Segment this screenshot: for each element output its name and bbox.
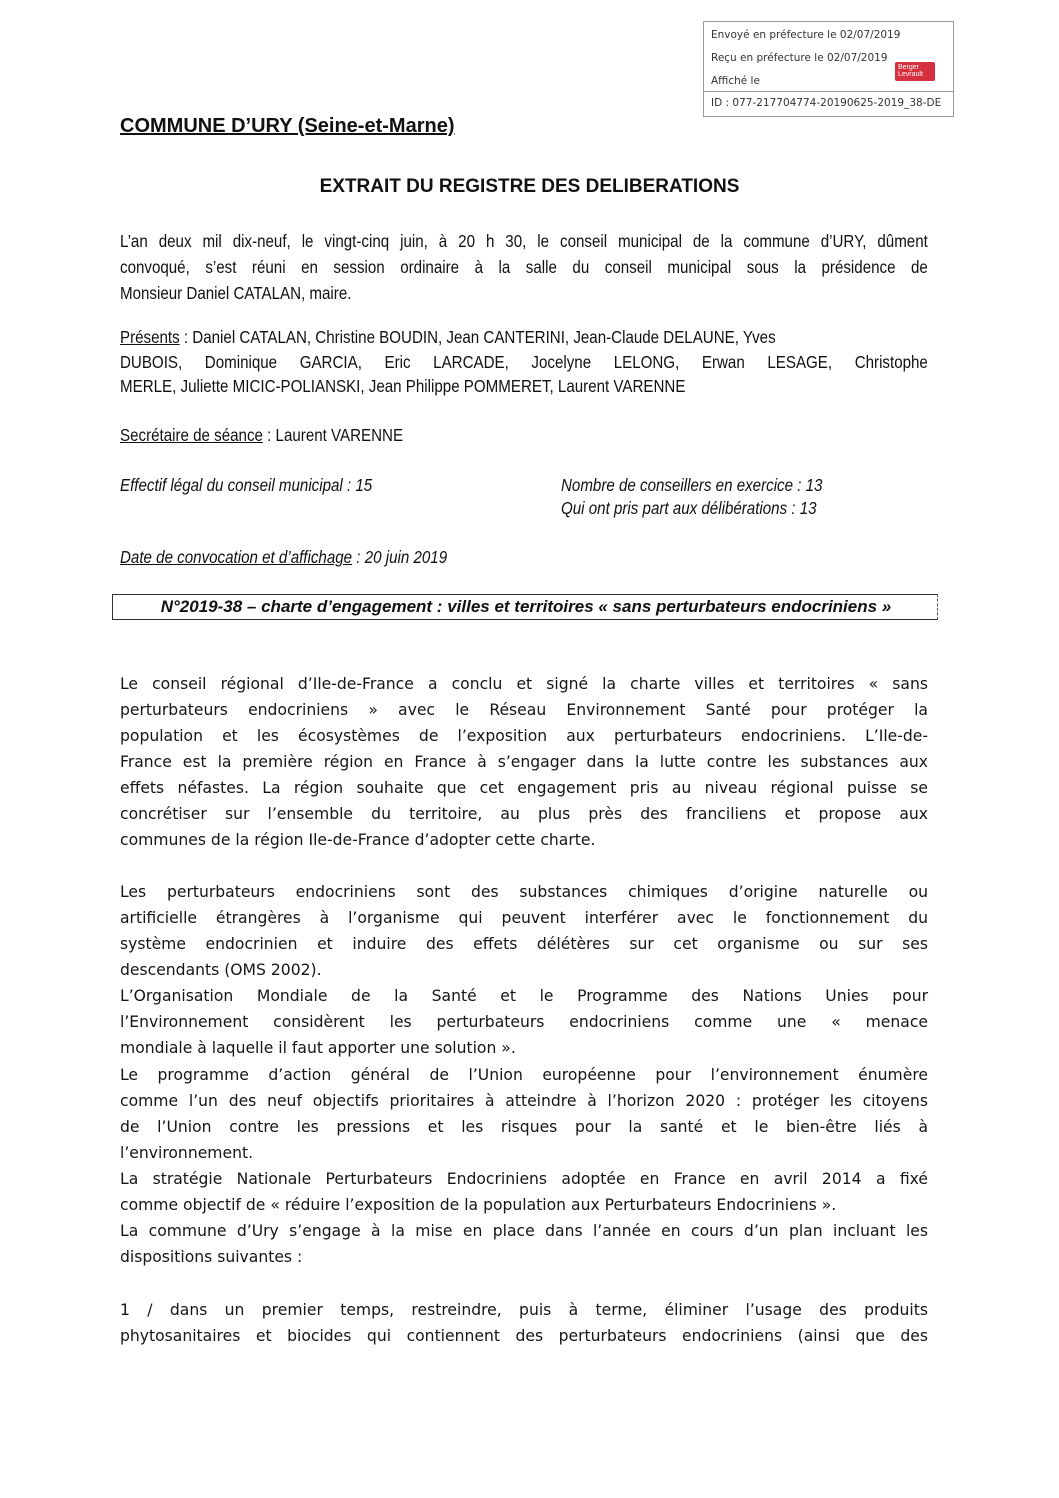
body-line: concrétiser sur l’ensemble du territoire, au plus près des franciliens et propose aux — [120, 805, 928, 823]
presents-label: Présents — [120, 327, 180, 347]
body-line: France est la première région en France à s’engager dans la lutte contre les substances aux — [120, 753, 928, 771]
presents-line-2: DUBOIS, Dominique GARCIA, Eric LARCADE, Jocelyne LELONG, Erwan LESAGE, Christophe — [120, 352, 928, 372]
stamp-received-date: Reçu en préfecture le 02/07/2019 — [711, 52, 888, 64]
body-line: La stratégie Nationale Perturbateurs Endocriniens adoptée en France en avril 2014 a fixé — [120, 1170, 928, 1188]
logo-text-top: Berger — [898, 64, 920, 71]
secretary-line — [120, 425, 403, 446]
body-line: l’environnement. — [120, 1144, 254, 1162]
body-line: communes de la région Ile-de-France d’adopter cette charte. — [120, 831, 596, 849]
body-line: perturbateurs endocriniens » avec le Réseau Environnement Santé pour protéger la — [120, 701, 928, 719]
body-line: effets néfastes. La région souhaite que cet engagement pris au niveau régional puisse se — [120, 779, 928, 797]
prefecture-stamp — [703, 21, 954, 117]
stamp-posted: Affiché le — [711, 75, 760, 87]
intro-line-3: Monsieur Daniel CATALAN, maire. — [120, 283, 352, 303]
body-line: Le programme d’action général de l’Union européenne pour l’environnement énumère — [120, 1066, 928, 1084]
presents-names-1: : Daniel CATALAN, Christine BOUDIN, Jean CANTERINI, Jean-Claude DELAUNE, Yves — [179, 327, 776, 347]
secretary-value: : Laurent VARENNE — [262, 425, 404, 445]
body-line: population et les écosystèmes de l’exposition aux perturbateurs endocriniens. L’Ile-de- — [120, 727, 928, 745]
convocation-line — [120, 547, 447, 568]
intro-line-1: L’an deux mil dix-neuf, le vingt-cinq juin, à 20 h 30, le conseil municipal de la commune d’URY, dûment — [120, 231, 928, 251]
secretary-label: Secrétaire de séance — [120, 425, 263, 445]
body-line: de l’Union contre les pressions et les risques pour la santé et le bien-être liés à — [120, 1118, 928, 1136]
deliberation-title-box — [112, 594, 938, 620]
legal-size: Effectif légal du conseil municipal : 15 — [120, 475, 373, 495]
presents-line-3: MERLE, Juliette MICIC-POLIANSKI, Jean Philippe POMMERET, Laurent VARENNE — [120, 376, 686, 396]
stamp-sent-date: Envoyé en préfecture le 02/07/2019 — [711, 29, 901, 41]
body-line: mondiale à laquelle il faut apporter une solution ». — [120, 1039, 516, 1057]
body-line: descendants (OMS 2002). — [120, 961, 322, 979]
body-line: système endocrinien et induire des effets délétères sur cet organisme ou sur ses — [120, 935, 928, 953]
body-line: phytosanitaires et biocides qui contiennent des perturbateurs endocriniens (ainsi que des — [120, 1327, 928, 1345]
body-line: comme objectif de « réduire l’exposition de la population aux Perturbateurs Endocriniens ». — [120, 1196, 837, 1214]
body-line: Le conseil régional d’Ile-de-France a conclu et signé la charte villes et territoires « sans — [120, 675, 928, 693]
intro-line-2: convoqué, s’est réuni en session ordinaire à la salle du conseil municipal sous la présidence de — [120, 257, 928, 277]
body-line: La commune d’Ury s’engage à la mise en place dans l’année en cours d’un plan incluant les — [120, 1222, 928, 1240]
presents-line-1 — [120, 327, 776, 348]
stamp-id: ID : 077-217704774-20190625-2019_38-DE — [711, 97, 942, 109]
body-line: comme l’un des neuf objectifs prioritaires à atteindre à l’horizon 2020 : protéger les citoyens — [120, 1092, 928, 1110]
register-title: EXTRAIT DU REGISTRE DES DELIBERATIONS — [319, 176, 740, 197]
stamp-divider — [704, 91, 953, 92]
body-line: artificielle étrangères à l’organisme qui peuvent interférer avec le fonctionnement du — [120, 909, 928, 927]
convocation-value: : 20 juin 2019 — [352, 547, 448, 567]
commune-heading: COMMUNE D’URY (Seine-et-Marne) — [120, 115, 455, 137]
body-line: dispositions suivantes : — [120, 1248, 303, 1266]
berger-levrault-logo — [895, 62, 935, 81]
body-line: L’Organisation Mondiale de la Santé et le Programme des Nations Unies pour — [120, 987, 928, 1005]
convocation-label: Date de convocation et d’affichage — [120, 547, 353, 567]
body-line: l’Environnement considèrent les perturbateurs endocriniens comme une « menace — [120, 1013, 928, 1031]
councillors-in-office: Nombre de conseillers en exercice : 13 — [561, 475, 823, 495]
logo-text-bottom: Levrault — [898, 71, 923, 78]
body-line: Les perturbateurs endocriniens sont des substances chimiques d’origine naturelle ou — [120, 883, 928, 901]
deliberation-title: N°2019-38 – charte d’engagement : villes et territoires « sans perturbateurs endocriniens » — [160, 597, 892, 616]
councillors-participating: Qui ont pris part aux délibérations : 13 — [561, 498, 817, 518]
body-line: 1 / dans un premier temps, restreindre, puis à terme, éliminer l’usage des produits — [120, 1301, 928, 1319]
